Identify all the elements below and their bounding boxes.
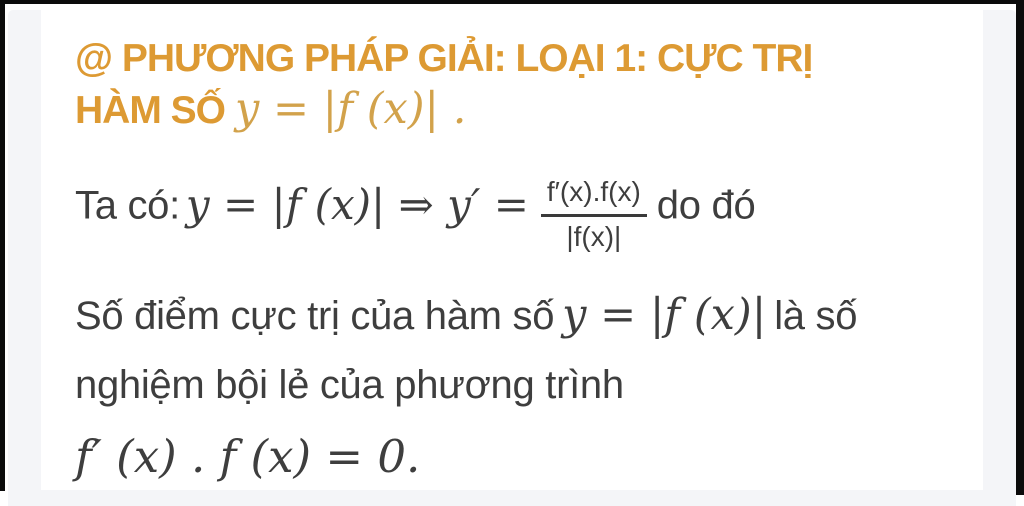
- so-diem-text-after: là số: [774, 294, 858, 338]
- heading-line2-math: y = |f (x)| .: [235, 84, 467, 134]
- section-heading: [75, 34, 812, 136]
- so-diem-math: y = |f (x)|: [562, 290, 767, 340]
- fraction-numerator: f′(x).f(x): [541, 175, 647, 217]
- ta-co-math: y = |f (x)| ⇒ y′ =: [185, 179, 529, 229]
- frame-bar-top: [0, 0, 1024, 4]
- fraction: [541, 175, 647, 254]
- heading-line1: @ PHƯƠNG PHÁP GIẢI: LOẠI 1: CỰC TRỊ: [75, 37, 813, 80]
- heading-line2: [75, 84, 812, 136]
- paragraph-ta-co: [75, 175, 755, 254]
- so-diem-text-before: Số điểm cực trị của hàm số: [75, 294, 555, 338]
- frame-bar-right: [1016, 0, 1024, 495]
- frame-bar-left: [0, 0, 5, 491]
- ta-co-suffix: do đó: [656, 183, 756, 228]
- heading-line2-label: HÀM SỐ: [75, 89, 225, 132]
- final-equation: f′ (x) . f (x) = 0.: [75, 430, 421, 483]
- paragraph-so-diem-line1: [75, 290, 857, 340]
- fraction-denominator: |f(x)|: [566, 221, 622, 252]
- paragraph-so-diem-line2: nghiệm bội lẻ của phương trình: [75, 363, 624, 407]
- ta-co-prefix: Ta có:: [75, 183, 180, 228]
